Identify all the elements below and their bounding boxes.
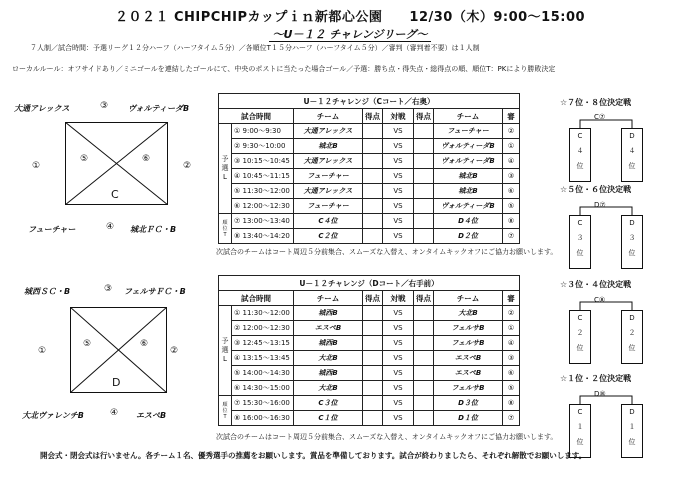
side-label: 順位T bbox=[219, 396, 232, 426]
bracket-title: ☆５位・６位決定戦 bbox=[560, 185, 632, 194]
score-a bbox=[363, 214, 383, 229]
col-team-b: チーム bbox=[434, 109, 503, 124]
score-b bbox=[414, 396, 434, 411]
vs-label: VS bbox=[383, 336, 414, 351]
match-time: ④ 10:45～11:15 bbox=[232, 169, 294, 184]
table-row bbox=[219, 214, 520, 229]
team-top-right: フェルサＦＣ・B bbox=[124, 287, 186, 296]
referee: ① bbox=[503, 139, 520, 154]
team-b: フェルサB bbox=[434, 381, 503, 396]
score-a bbox=[363, 184, 383, 199]
match-time: ① 11:30～12:00 bbox=[232, 306, 294, 321]
bracket-match: D⑧ bbox=[594, 390, 606, 398]
team-a: 大北B bbox=[294, 381, 363, 396]
bracket-box-left: C ４ 位 bbox=[569, 128, 591, 182]
table-row bbox=[219, 139, 520, 154]
court-letter: C bbox=[111, 188, 119, 201]
col-score-a: 得点 bbox=[363, 109, 383, 124]
referee: ② bbox=[503, 306, 520, 321]
vs-label: VS bbox=[383, 321, 414, 336]
team-bottom-right: 城北ＦＣ・B bbox=[130, 225, 177, 234]
bracket-box-right: D １ 位 bbox=[621, 404, 643, 458]
bracket-box-left: C ２ 位 bbox=[569, 310, 591, 364]
referee: ③ bbox=[503, 169, 520, 184]
team-a: フューチャー bbox=[294, 169, 363, 184]
referee: ⑦ bbox=[503, 411, 520, 426]
team-b: 城北B bbox=[434, 169, 503, 184]
match-time: ① 9:00～9:30 bbox=[232, 124, 294, 139]
team-b: ヴォルティーダB bbox=[434, 199, 503, 214]
num-top-left: ③ bbox=[100, 101, 109, 111]
team-b: フェルサB bbox=[434, 321, 503, 336]
num-inner-left: ⑤ bbox=[80, 154, 89, 164]
bracket-title: ☆３位・４位決定戦 bbox=[560, 280, 632, 289]
num-left: ① bbox=[38, 346, 47, 356]
bracket-match: C⑦ bbox=[594, 113, 606, 121]
bracket-lines bbox=[568, 112, 644, 128]
vs-label: VS bbox=[383, 381, 414, 396]
score-a bbox=[363, 351, 383, 366]
col-team-a: チーム bbox=[294, 109, 363, 124]
match-time: ② 12:00～12:30 bbox=[232, 321, 294, 336]
vs-label: VS bbox=[383, 184, 414, 199]
side-label: 順位T bbox=[219, 214, 232, 244]
table-caption: 次試合のチームはコート周辺５分前集合、スムーズな入替え、オンタイムキックオフにご協力お願いします。 bbox=[216, 433, 558, 441]
team-b: エスペB bbox=[434, 366, 503, 381]
team-a: 大北B bbox=[294, 351, 363, 366]
table-row bbox=[219, 351, 520, 366]
col-ref: 審 bbox=[503, 109, 520, 124]
vs-label: VS bbox=[383, 199, 414, 214]
num-inner-right: ⑥ bbox=[140, 339, 149, 349]
table-row bbox=[219, 154, 520, 169]
score-a bbox=[363, 139, 383, 154]
bracket-box-right: D ４ 位 bbox=[621, 128, 643, 182]
referee: ⑤ bbox=[503, 199, 520, 214]
team-b: D２位 bbox=[434, 229, 503, 244]
score-a bbox=[363, 124, 383, 139]
team-a: C２位 bbox=[294, 229, 363, 244]
score-b bbox=[414, 411, 434, 426]
match-time: ② 9:30～10:00 bbox=[232, 139, 294, 154]
team-b: フェルサB bbox=[434, 336, 503, 351]
score-b bbox=[414, 366, 434, 381]
bracket-lines bbox=[568, 199, 644, 215]
match-time: ⑥ 12:00～12:30 bbox=[232, 199, 294, 214]
vs-label: VS bbox=[383, 411, 414, 426]
col-vs: 対戦 bbox=[383, 291, 414, 306]
page-title: ２０２１ CHIPCHIPカップｉｎ新都心公園 12/30（木）9:00～15:00 bbox=[114, 10, 586, 25]
num-inner-left: ⑤ bbox=[83, 339, 92, 349]
page-subtitle bbox=[0, 26, 700, 42]
team-a: 城西B bbox=[294, 336, 363, 351]
score-b bbox=[414, 184, 434, 199]
col-score-a: 得点 bbox=[363, 291, 383, 306]
team-top-left: 城西ＳＣ・B bbox=[24, 287, 71, 296]
team-b: D４位 bbox=[434, 214, 503, 229]
bracket-lines bbox=[568, 388, 644, 404]
side-label: 予選L bbox=[219, 306, 232, 396]
vs-label: VS bbox=[383, 124, 414, 139]
score-b bbox=[414, 169, 434, 184]
referee: ⑥ bbox=[503, 366, 520, 381]
rule-line-2: ローカルルール：オフサイドあり／ミニゴールを連結したゴールにて、中央のポストに当たった場合ゴール／予選：勝ち点・得失点・総得点の順、順位T：PKにより勝敗決定 bbox=[12, 65, 556, 73]
table-row bbox=[219, 366, 520, 381]
team-b: ヴォルティーダB bbox=[434, 154, 503, 169]
match-time: ⑤ 11:30～12:00 bbox=[232, 184, 294, 199]
col-vs: 対戦 bbox=[383, 109, 414, 124]
referee: ① bbox=[503, 321, 520, 336]
score-b bbox=[414, 321, 434, 336]
score-a bbox=[363, 381, 383, 396]
team-top-right: ヴォルティーダB bbox=[128, 104, 190, 113]
team-a: 城西B bbox=[294, 366, 363, 381]
vs-label: VS bbox=[383, 396, 414, 411]
match-time: ⑧ 13:40～14:20 bbox=[232, 229, 294, 244]
team-a: 大通アレックス bbox=[294, 124, 363, 139]
vs-label: VS bbox=[383, 214, 414, 229]
team-b: D１位 bbox=[434, 411, 503, 426]
referee: ③ bbox=[503, 351, 520, 366]
score-a bbox=[363, 396, 383, 411]
team-b: 大北B bbox=[434, 306, 503, 321]
team-bottom-left: 大北ヴァレンチB bbox=[22, 411, 84, 420]
table-row bbox=[219, 229, 520, 244]
num-right: ② bbox=[183, 161, 192, 171]
score-b bbox=[414, 199, 434, 214]
match-time: ⑧ 16:00～16:30 bbox=[232, 411, 294, 426]
team-a: C１位 bbox=[294, 411, 363, 426]
team-a: 城北B bbox=[294, 139, 363, 154]
bracket-title: ☆１位・２位決定戦 bbox=[560, 374, 632, 383]
referee: ⑧ bbox=[503, 396, 520, 411]
table-title: U－１２チャレンジ（Cコート／右奥） bbox=[219, 94, 520, 109]
team-bottom-left: フューチャー bbox=[28, 225, 76, 234]
bracket-lines bbox=[568, 294, 644, 310]
table-row bbox=[219, 321, 520, 336]
footer-note: 開会式・閉会式は行いません。各チーム１名、優秀選手の推薦をお願いします。賞品を準備しております。試合が終わりましたら、それぞれ解散でお願いします。 bbox=[40, 451, 587, 460]
col-ref: 審 bbox=[503, 291, 520, 306]
team-b: フューチャー bbox=[434, 124, 503, 139]
team-top-left: 大通アレックス bbox=[14, 104, 70, 113]
score-a bbox=[363, 336, 383, 351]
bracket-box-right: D ２ 位 bbox=[621, 310, 643, 364]
referee: ④ bbox=[503, 336, 520, 351]
table-row bbox=[219, 124, 520, 139]
score-b bbox=[414, 139, 434, 154]
team-b: ヴォルティーダB bbox=[434, 139, 503, 154]
team-a: エスペB bbox=[294, 321, 363, 336]
score-b bbox=[414, 306, 434, 321]
match-time: ③ 10:15～10:45 bbox=[232, 154, 294, 169]
score-a bbox=[363, 306, 383, 321]
court-letter: D bbox=[112, 376, 121, 389]
match-time: ⑥ 14:30～15:00 bbox=[232, 381, 294, 396]
num-top-left: ③ bbox=[104, 284, 113, 294]
match-time: ⑦ 15:30～16:00 bbox=[232, 396, 294, 411]
table-row bbox=[219, 199, 520, 214]
table-row bbox=[219, 396, 520, 411]
table-row bbox=[219, 169, 520, 184]
match-time: ③ 12:45～13:15 bbox=[232, 336, 294, 351]
score-b bbox=[414, 351, 434, 366]
score-b bbox=[414, 229, 434, 244]
referee: ⑦ bbox=[503, 229, 520, 244]
num-right: ② bbox=[170, 346, 179, 356]
referee: ⑧ bbox=[503, 214, 520, 229]
schedule-table bbox=[218, 275, 520, 426]
referee: ④ bbox=[503, 154, 520, 169]
num-bottom: ④ bbox=[106, 222, 115, 232]
bracket-match: C⑧ bbox=[594, 296, 606, 304]
score-a bbox=[363, 169, 383, 184]
col-time: 試合時間 bbox=[219, 109, 294, 124]
score-b bbox=[414, 214, 434, 229]
score-a bbox=[363, 199, 383, 214]
vs-label: VS bbox=[383, 351, 414, 366]
table-row bbox=[219, 184, 520, 199]
bracket-title: ☆７位・８位決定戦 bbox=[560, 98, 632, 107]
num-bottom: ④ bbox=[110, 408, 119, 418]
table-row bbox=[219, 306, 520, 321]
vs-label: VS bbox=[383, 366, 414, 381]
score-a bbox=[363, 411, 383, 426]
table-row bbox=[219, 381, 520, 396]
schedule-table bbox=[218, 93, 520, 244]
referee: ② bbox=[503, 124, 520, 139]
referee: ⑤ bbox=[503, 381, 520, 396]
vs-label: VS bbox=[383, 154, 414, 169]
bracket-box-right: D ３ 位 bbox=[621, 215, 643, 269]
bracket-match: D⑦ bbox=[594, 201, 606, 209]
match-time: ⑤ 14:00～14:30 bbox=[232, 366, 294, 381]
vs-label: VS bbox=[383, 169, 414, 184]
team-a: 城西B bbox=[294, 306, 363, 321]
col-score-b: 得点 bbox=[414, 291, 434, 306]
col-time: 試合時間 bbox=[219, 291, 294, 306]
team-b: D３位 bbox=[434, 396, 503, 411]
team-b: エスペB bbox=[434, 351, 503, 366]
team-b: 城北B bbox=[434, 184, 503, 199]
match-time: ④ 13:15～13:45 bbox=[232, 351, 294, 366]
match-time: ⑦ 13:00～13:40 bbox=[232, 214, 294, 229]
side-label: 予選L bbox=[219, 124, 232, 214]
col-score-b: 得点 bbox=[414, 109, 434, 124]
team-a: C４位 bbox=[294, 214, 363, 229]
score-b bbox=[414, 381, 434, 396]
vs-label: VS bbox=[383, 306, 414, 321]
score-a bbox=[363, 229, 383, 244]
score-a bbox=[363, 366, 383, 381]
col-team-a: チーム bbox=[294, 291, 363, 306]
num-left: ① bbox=[32, 161, 41, 171]
score-a bbox=[363, 321, 383, 336]
subtitle-text: ～U－１２ チャレンジリーグ～ bbox=[269, 28, 432, 42]
table-row bbox=[219, 336, 520, 351]
team-a: 大通アレックス bbox=[294, 184, 363, 199]
table-row bbox=[219, 411, 520, 426]
bracket-box-left: C １ 位 bbox=[569, 404, 591, 458]
table-title: U－１２チャレンジ（Dコート／右手前） bbox=[219, 276, 520, 291]
bracket-box-left: C ３ 位 bbox=[569, 215, 591, 269]
num-inner-right: ⑥ bbox=[142, 154, 151, 164]
team-a: 大通アレックス bbox=[294, 154, 363, 169]
col-team-b: チーム bbox=[434, 291, 503, 306]
score-a bbox=[363, 154, 383, 169]
score-b bbox=[414, 336, 434, 351]
table-caption: 次試合のチームはコート周辺５分前集合、スムーズな入替え、オンタイムキックオフにご協力お願いします。 bbox=[216, 248, 558, 256]
score-b bbox=[414, 124, 434, 139]
score-b bbox=[414, 154, 434, 169]
rule-line-1: ７人制／試合時間：予選リーグ１２分ハーフ（ハーフタイム５分）／各順位T１５分ハーフ（ハーフタイム５分）／審判（審判着不要）は１人制 bbox=[30, 44, 480, 52]
team-bottom-right: エスペB bbox=[136, 411, 167, 420]
vs-label: VS bbox=[383, 139, 414, 154]
vs-label: VS bbox=[383, 229, 414, 244]
referee: ⑥ bbox=[503, 184, 520, 199]
team-a: C３位 bbox=[294, 396, 363, 411]
team-a: フューチャー bbox=[294, 199, 363, 214]
